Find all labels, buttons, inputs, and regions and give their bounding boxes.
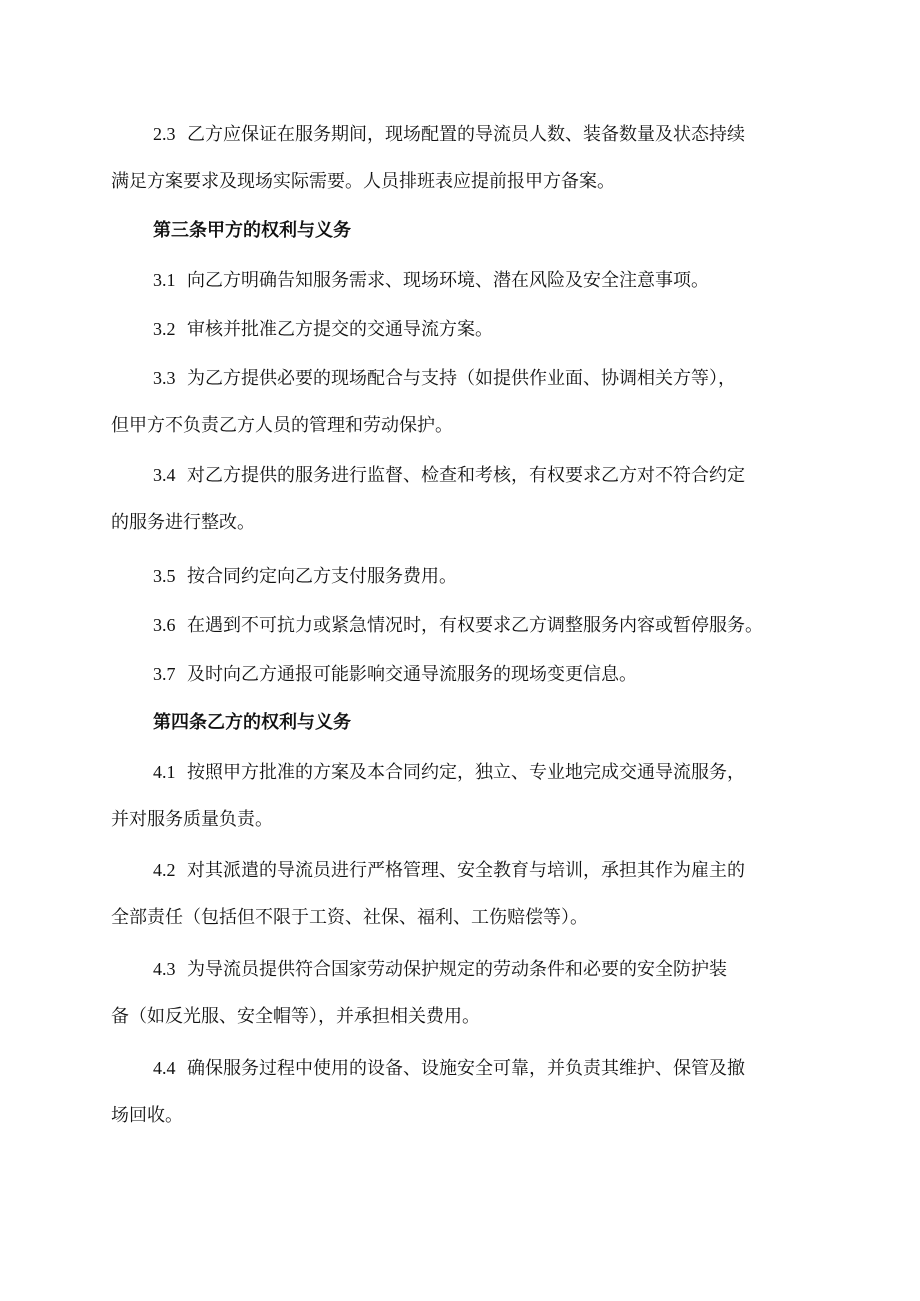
clause-text: 满足方案要求及现场实际需要。人员排班表应提前报甲方备案。 — [111, 171, 615, 192]
clause-number: 4.1 — [153, 762, 176, 782]
clause-text: 在遇到不可抗力或紧急情况时，有权要求乙方调整服务内容或暂停服务。 — [186, 615, 763, 636]
clause-text: 确保服务过程中使用的设备、设施安全可靠，并负责其维护、保管及撤 — [186, 1058, 745, 1079]
clause-text: 对乙方提供的服务进行监督、检查和考核，有权要求乙方对不符合约定 — [186, 465, 745, 486]
section-heading-3: 第三条甲方的权利与义务 — [153, 220, 351, 241]
clause-3-3 — [111, 354, 816, 450]
clause-3-1 — [111, 256, 816, 304]
clause-number: 3.4 — [153, 465, 176, 485]
clause-text: 按照甲方批准的方案及本合同约定，独立、专业地完成交通导流服务， — [186, 762, 745, 783]
clause-number: 3.5 — [153, 566, 176, 586]
clause-text: 并对服务质量负责。 — [111, 809, 273, 830]
clause-number: 3.2 — [153, 319, 176, 339]
clause-text: 向乙方明确告知服务需求、现场环境、潜在风险及安全注意事项。 — [186, 270, 709, 291]
clause-3-4 — [111, 451, 816, 547]
clause-text: 但甲方不负责乙方人员的管理和劳动保护。 — [111, 415, 453, 436]
clause-3-6 — [111, 601, 816, 649]
clause-number: 3.1 — [153, 270, 176, 290]
clause-number: 4.3 — [153, 959, 176, 979]
clause-text: 备（如反光服、安全帽等），并承担相关费用。 — [111, 1006, 480, 1027]
clause-4-3 — [111, 945, 816, 1041]
clause-text: 场回收。 — [111, 1105, 183, 1126]
clause-text: 的服务进行整改。 — [111, 512, 255, 533]
clause-number: 4.4 — [153, 1058, 176, 1078]
clause-number: 4.2 — [153, 860, 176, 880]
clause-3-2 — [111, 305, 816, 353]
clause-number: 3.3 — [153, 368, 176, 388]
clause-text: 为乙方提供必要的现场配合与支持（如提供作业面、协调相关方等）， — [186, 368, 736, 389]
clause-text: 为导流员提供符合国家劳动保护规定的劳动条件和必要的安全防护装 — [186, 959, 727, 980]
clause-text: 按合同约定向乙方支付服务费用。 — [186, 566, 457, 587]
clause-number: 3.6 — [153, 615, 176, 635]
clause-text: 全部责任（包括但不限于工资、社保、福利、工伤赔偿等）。 — [111, 907, 588, 928]
clause-text: 及时向乙方通报可能影响交通导流服务的现场变更信息。 — [186, 664, 637, 685]
clause-3-7 — [111, 650, 816, 698]
section-heading-4: 第四条乙方的权利与义务 — [153, 712, 351, 733]
clause-4-2 — [111, 846, 816, 942]
clause-3-5 — [111, 552, 816, 600]
clause-number: 3.7 — [153, 664, 176, 684]
clause-2-3 — [111, 110, 816, 206]
clause-text: 对其派遣的导流员进行严格管理、安全教育与培训，承担其作为雇主的 — [186, 860, 745, 881]
clause-4-1 — [111, 748, 816, 844]
clause-number: 2.3 — [153, 124, 176, 144]
clause-text: 审核并批准乙方提交的交通导流方案。 — [186, 319, 493, 340]
clause-text: 乙方应保证在服务期间，现场配置的导流员人数、装备数量及状态持续 — [186, 124, 745, 145]
clause-4-4 — [111, 1044, 816, 1140]
